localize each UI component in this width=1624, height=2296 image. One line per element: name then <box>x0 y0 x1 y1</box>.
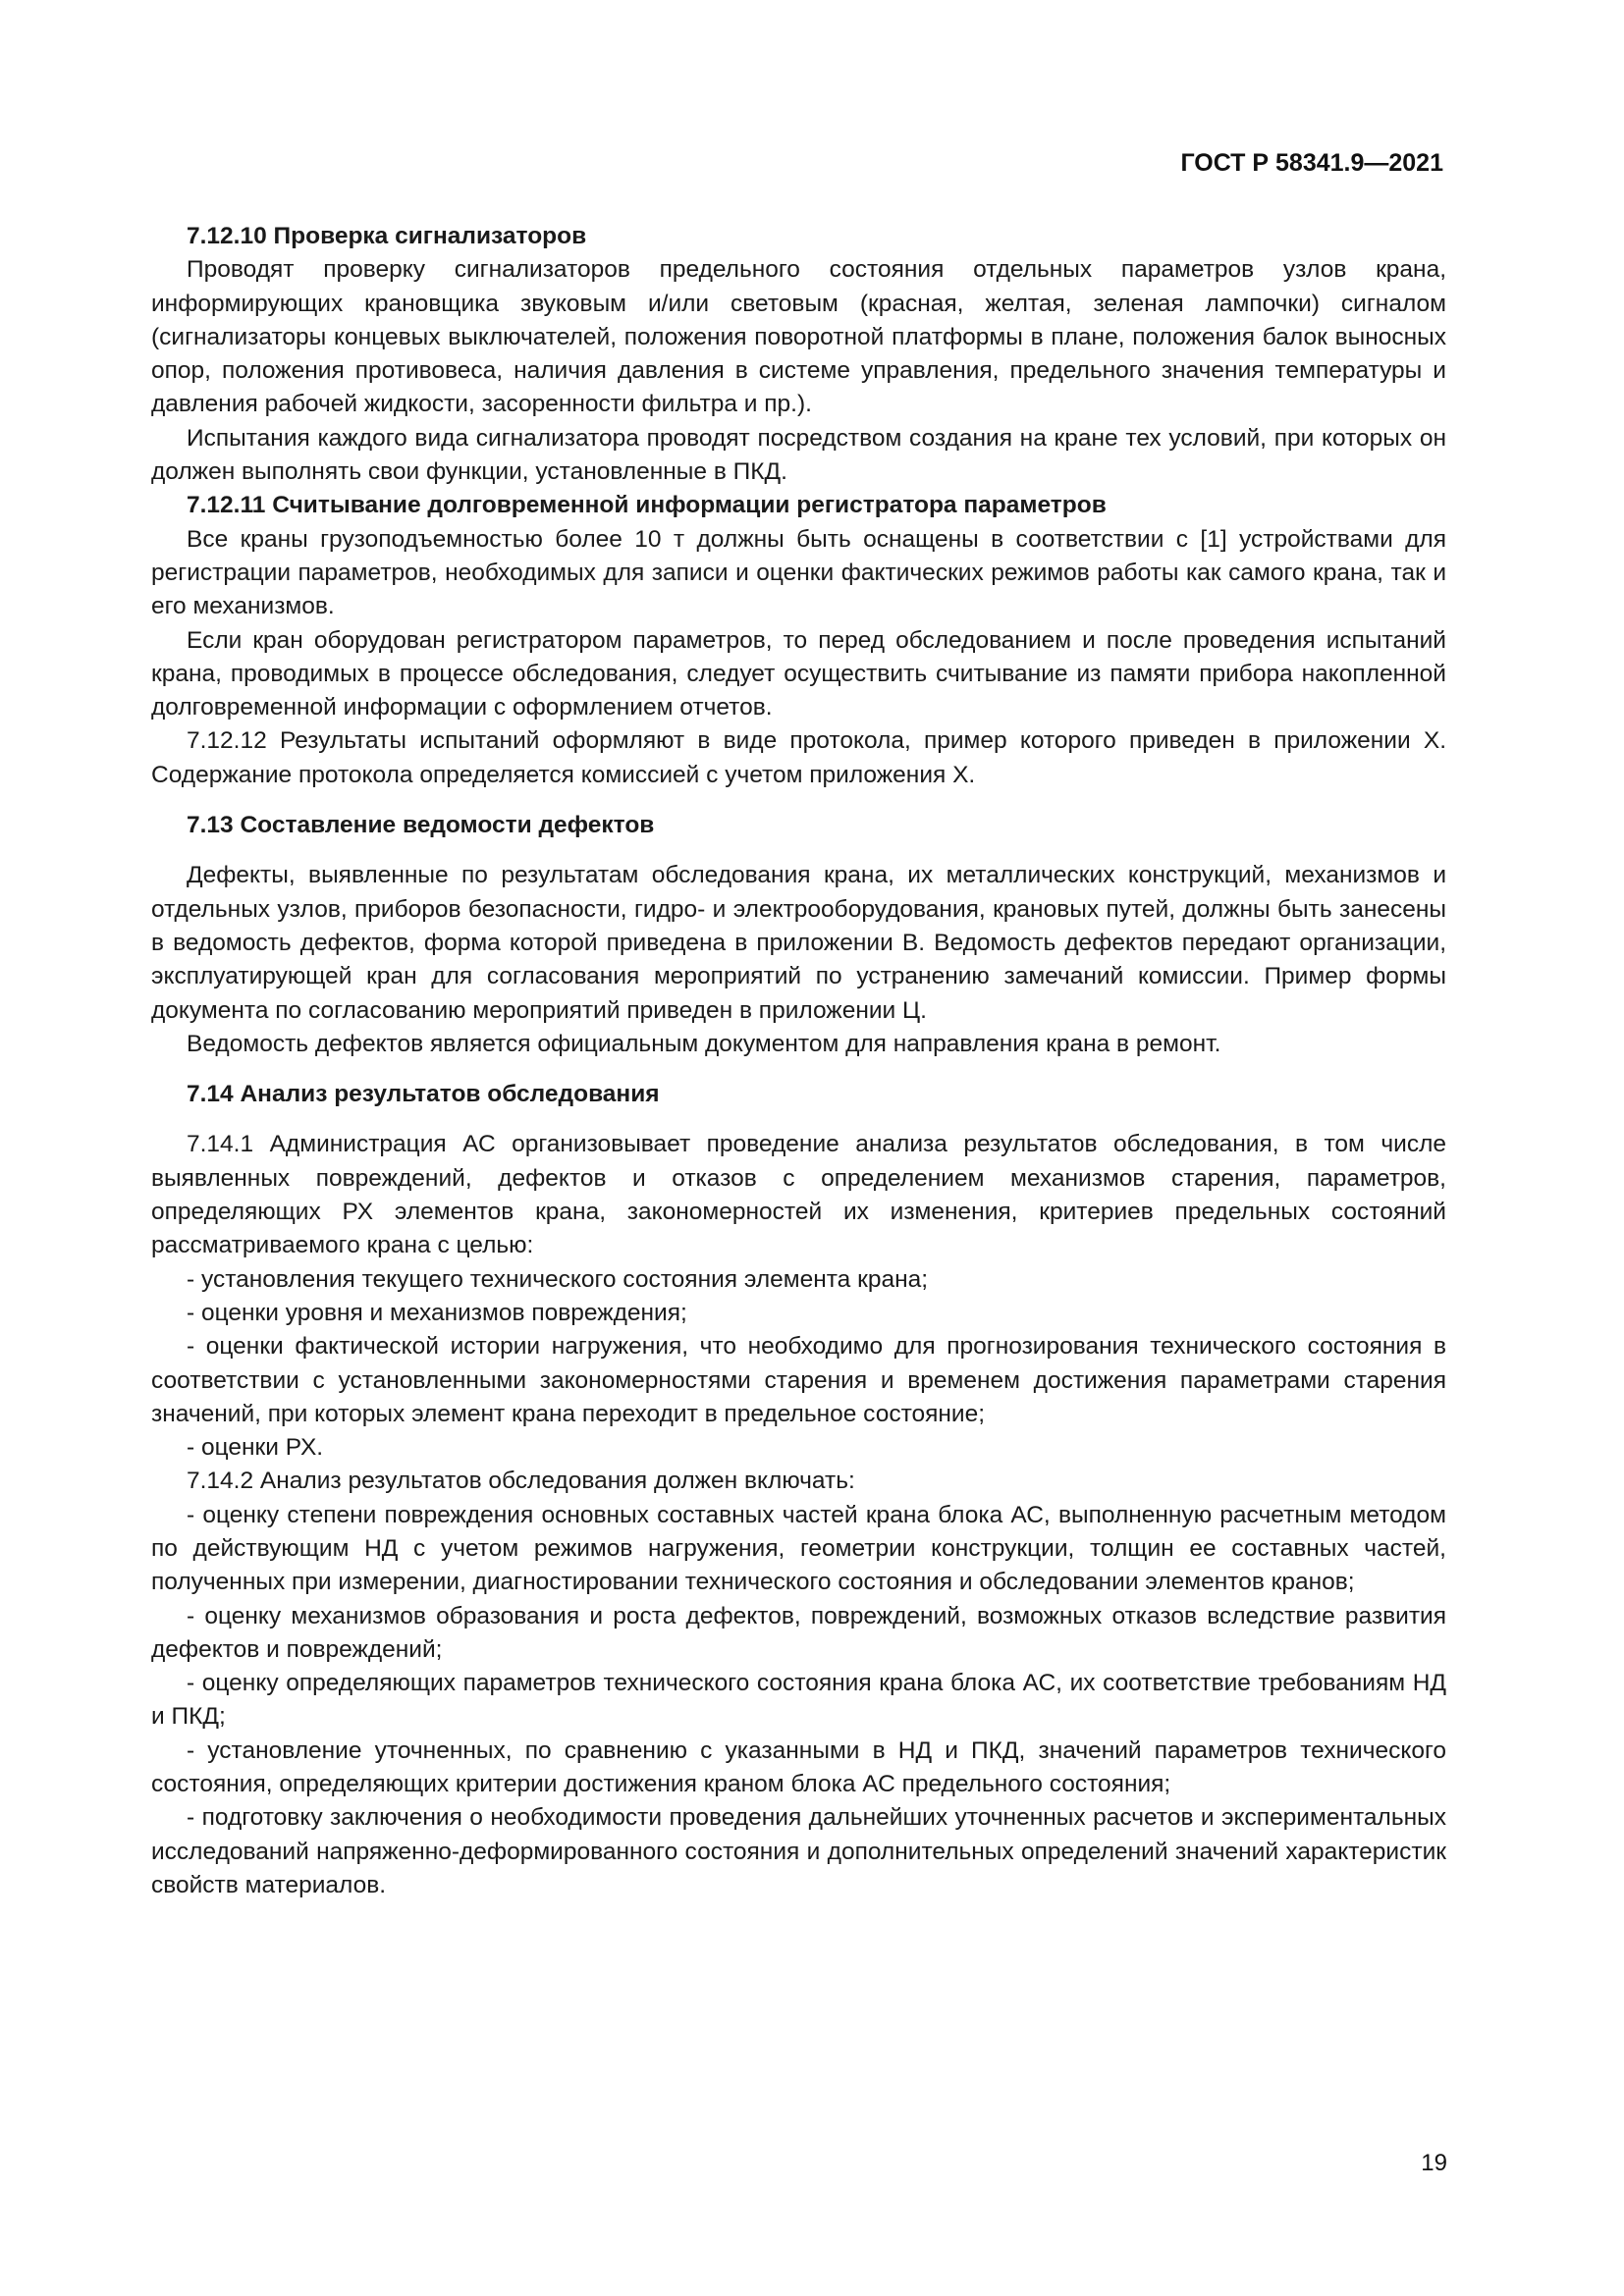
list-item: - подготовку заключения о необходимости проведения дальнейших уточненных расчетов и экспериментальных исследований напряженно-деформированного состояния и дополнительных определений значений характеристик свойств материалов. <box>151 1804 1446 1898</box>
paragraph: 7.14.2 Анализ результатов обследования должен включать: <box>187 1468 855 1495</box>
paragraph: Если кран оборудован регистратором параметров, то перед обследованием и после проведения испытаний крана, проводимых в процессе обследования, следует осуществить считывание из памяти прибора накопленной долговременной информации с оформлением отчетов. <box>151 626 1446 721</box>
paragraph: 7.12.12 Результаты испытаний оформляют в виде протокола, пример которого приведен в приложении Х. Содержание протокола определяется комиссией с учетом приложения Х. <box>151 727 1446 788</box>
list-item: - оценки фактической истории нагружения, что необходимо для прогнозирования технического состояния в соответствии с установленными закономерностями старения и временем достижения параметрами старения значений, при которых элемент крана переходит в предельное состояние; <box>151 1333 1446 1427</box>
list-item: - оценку степени повреждения основных составных частей крана блока АС, выполненную расчетным методом по действующим НД с учетом режимов нагружения, геометрии конструкции, толщин ее составных частей, полученных при измерении, диагностировании технического состояния и обследовании элементов кранов; <box>151 1501 1446 1596</box>
paragraph: Все краны грузоподъемностью более 10 т должны быть оснащены в соответствии с [1] устройствами для регистрации параметров, необходимых для записи и оценки фактических режимов работы как самого крана, так и его механизмов. <box>151 525 1446 620</box>
list-item: - установление уточненных, по сравнению с указанными в НД и ПКД, значений параметров технического состояния, определяющих критерии достижения краном блока АС предельного состояния; <box>151 1736 1446 1798</box>
section-heading-7-14: 7.14 Анализ результатов обследования <box>187 1081 660 1108</box>
list-item: - оценку механизмов образования и роста дефектов, повреждений, возможных отказов вследствие развития дефектов и повреждений; <box>151 1602 1446 1663</box>
page-number: 19 <box>1421 2150 1447 2176</box>
list-item: - установления текущего технического состояния элемента крана; <box>187 1265 929 1293</box>
paragraph: Испытания каждого вида сигнализатора проводят посредством создания на кране тех условий, при которых он должен выполнять свои функции, установленные в ПКД. <box>151 424 1446 486</box>
section-heading-7-12-11: 7.12.11 Считывание долговременной информации регистратора параметров <box>187 492 1107 519</box>
document-code-header: ГОСТ Р 58341.9—2021 <box>1180 149 1443 177</box>
list-item: - оценку определяющих параметров технического состояния крана блока АС, их соответствие требованиям НД и ПКД; <box>151 1670 1446 1731</box>
section-heading-7-12-10: 7.12.10 Проверка сигнализаторов <box>187 223 587 249</box>
section-heading-7-13: 7.13 Составление ведомости дефектов <box>187 812 655 839</box>
paragraph: Дефекты, выявленные по результатам обследования крана, их металлических конструкций, механизмов и отдельных узлов, приборов безопасности, гидро- и электрооборудования, крановых путей, должны быть занесены в ведомость дефектов, форма которой приведена в приложении В. Ведомость дефектов передают организации, эксплуатирующей кран для согласования мероприятий по устранению замечаний комиссии. Пример формы документа по согласованию мероприятий приведен в приложении Ц. <box>151 862 1446 1024</box>
paragraph: 7.14.1 Администрация АС организовывает проведение анализа результатов обследования, в том числе выявленных повреждений, дефектов и отказов с определением механизмов старения, параметров, определяющих РХ элементов крана, закономерностей их изменения, критериев предельных состояний рассматриваемого крана с целью: <box>151 1131 1446 1259</box>
paragraph: Проводят проверку сигнализаторов предельного состояния отдельных параметров узлов крана, информирующих крановщика звуковым и/или световым (красная, желтая, зеленая лампочки) сигналом (сигнализаторы концевых выключателей, положения поворотной платформы в плане, положения балок выносных опор, положения противовеса, наличия давления в системе управления, предельного значения температуры и давления рабочей жидкости, засоренности фильтра и пр.). <box>151 256 1446 418</box>
paragraph: Ведомость дефектов является официальным документом для направления крана в ремонт. <box>187 1030 1221 1057</box>
list-item: - оценки РХ. <box>187 1434 324 1462</box>
body-text <box>151 220 1446 1902</box>
list-item: - оценки уровня и механизмов повреждения; <box>187 1299 687 1326</box>
